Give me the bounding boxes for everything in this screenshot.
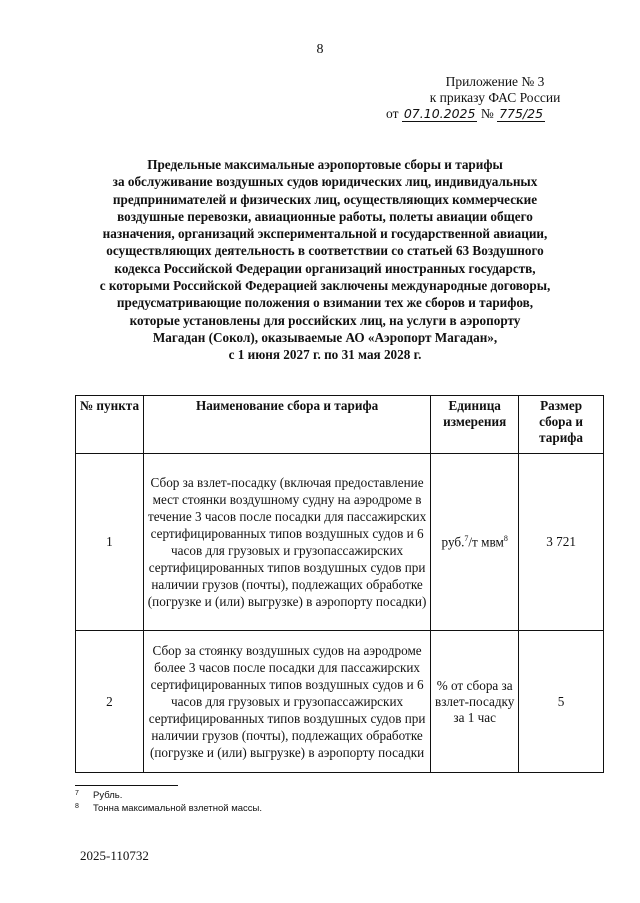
document-number: 2025-110732 (80, 848, 149, 863)
footnote: 8 Тонна максимальной взлетной массы. (75, 803, 262, 814)
row-size: 3 721 (519, 454, 604, 631)
footnotes (75, 789, 262, 815)
row-num: 2 (76, 631, 144, 773)
title-line: с 1 июня 2027 г. по 31 мая 2028 г. (228, 347, 422, 363)
order-date-number (386, 106, 545, 122)
header-size: Размер сбора и тарифа (519, 396, 604, 454)
table-header-row (76, 396, 604, 454)
title-line: которые установлены для российских лиц, на услуги в аэропорту (129, 312, 521, 328)
title-line: назначения, организаций экспериментальной и государственной авиации, (102, 226, 548, 242)
title-line: Магадан (Сокол), оказываемые АО «Аэропорт Магадан», (152, 329, 498, 345)
row-unit: % от сбора за взлет-посадку за 1 час (431, 631, 519, 773)
table-row (76, 631, 604, 773)
row-name: Сбор за стоянку воздушных судов на аэродроме более 3 часов после посадки для пассажирских сертифицированных типов воздушных судов и 6 часов для грузовых и грузопассажирских сертифицированных типов воздушных судов при наличии грузов (почты), подлежащих обработке (погрузке и (или) выгрузке) в аэропорту посадки (143, 631, 430, 773)
title-line: воздушные перевозки, авиационные работы, полеты авиации общего (117, 208, 533, 224)
tariff-table (75, 395, 604, 773)
title-line: осуществляющих деятельность в соответствии со статьей 63 Воздушного (106, 243, 544, 259)
table-row (76, 454, 604, 631)
footnote: 7 Рубль. (75, 790, 123, 801)
appendix-order-ref: к приказу ФАС России (429, 90, 561, 105)
title-line: кодекса Российской Федерации организаций иностранных государств, (114, 260, 536, 276)
header-name: Наименование сбора и тарифа (143, 396, 430, 454)
row-num: 1 (76, 454, 144, 631)
footnote-divider (75, 785, 178, 786)
title-line: за обслуживание воздушных судов юридических лиц, индивидуальных (112, 174, 538, 190)
page-number: 8 (316, 42, 324, 57)
title-line: с которыми Российской Федерацией заключены международные договоры, (99, 278, 551, 294)
title-line: предусматривающие положения о взимании тех же сборов и тарифов, (116, 295, 534, 311)
row-name: Сбор за взлет-посадку (включая предоставление мест стоянки воздушному судну на аэродроме в течение 3 часов после посадки для пассажирских сертифицированных типов воздушных судов и 6 часов для грузовых и грузопассажирских сертифицированных типов воздушных судов при наличии грузов (почты), подлежащих обработке (погрузке и (или) выгрузке) в аэропорту посадки) (143, 454, 430, 631)
appendix-title: Приложение № 3 (445, 74, 545, 89)
title-line: предпринимателей и физических лиц, осуществляющих коммерческие (112, 191, 538, 207)
document-title (90, 156, 560, 364)
order-date: 07.10.2025 (403, 106, 476, 121)
row-unit: руб.$^7$/т мвм$^8$ (431, 454, 519, 631)
header-num: № пункта (76, 396, 144, 454)
title-line: Предельные максимальные аэропортовые сборы и тарифы (147, 157, 503, 172)
row-size: 5 (519, 631, 604, 773)
date-prefix: от (386, 106, 399, 121)
order-number: 775/25 (499, 106, 544, 121)
header-unit: Единица измерения (431, 396, 519, 454)
number-prefix: № (480, 106, 494, 121)
appendix-header (395, 74, 595, 106)
